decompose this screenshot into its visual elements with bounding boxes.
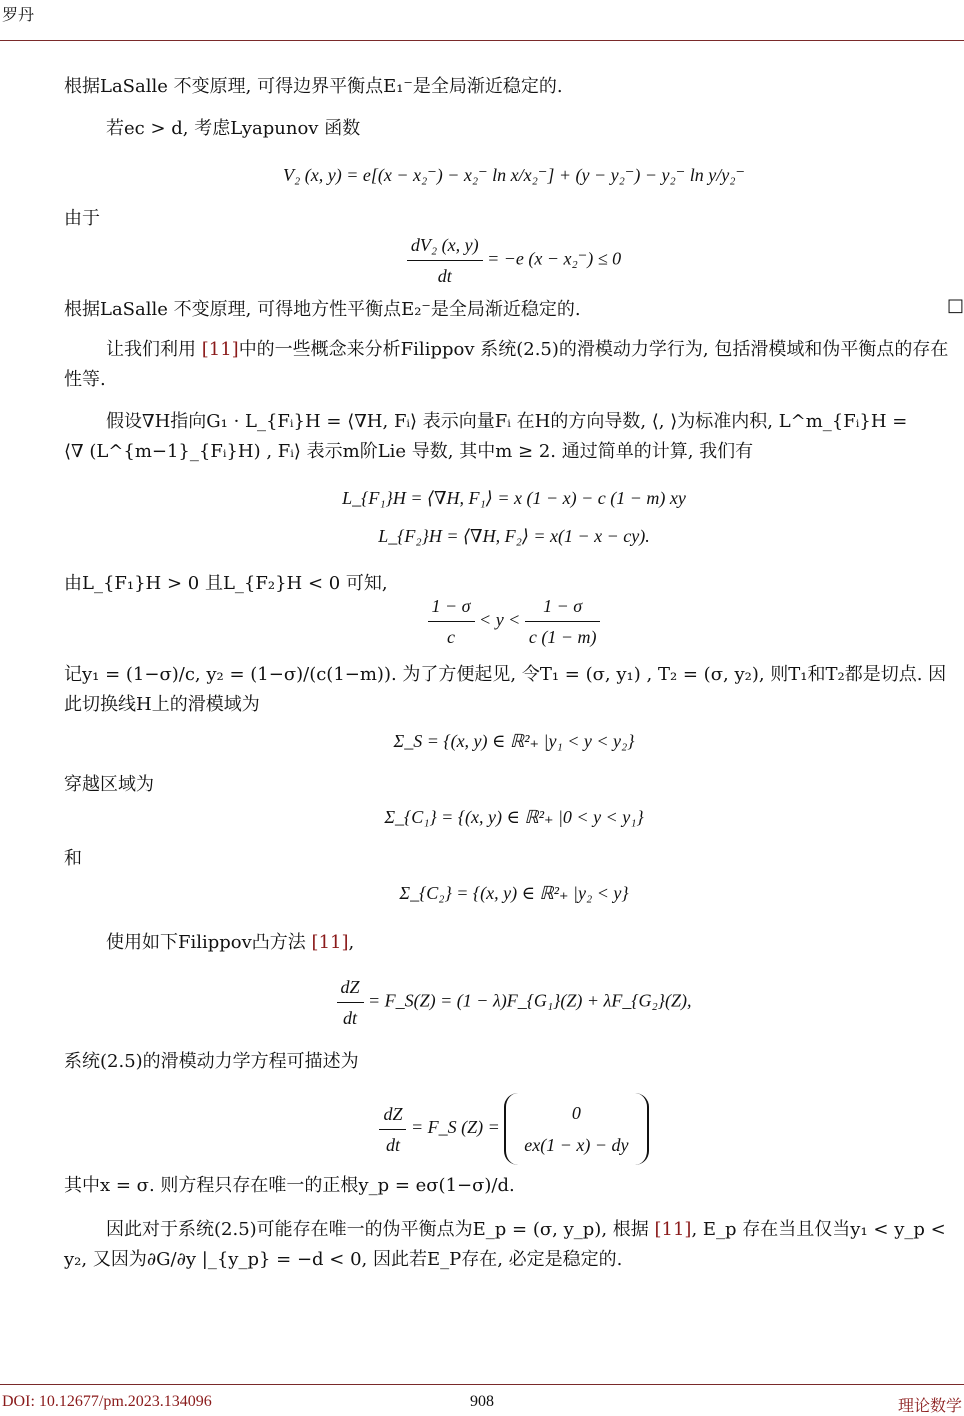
page-header — [0, 0, 964, 41]
equation-sliding-middle: = F_S (Z) = — [410, 1117, 500, 1138]
equation-filippov-numerator: dZ — [337, 972, 364, 1003]
equation-dv2-fraction — [407, 230, 483, 291]
equation-y-interval-right-fraction — [525, 591, 601, 652]
equation-v2: V₂ (x, y) = e[(x − x₂⁻) − x₂⁻ ln x/x₂⁻] + (y − y₂⁻) − y₂⁻ ln y/y₂⁻ — [282, 165, 746, 185]
paragraph-lie-derivative-line1: 假设∇H指向G₁ · L_{Fᵢ}H = ⟨∇H, Fᵢ⟩ 表示向量Fᵢ 在H的方向导数, ⟨, ⟩为标准内积, L^m_{Fᵢ}H = — [106, 411, 908, 432]
header-author: 罗丹 — [2, 5, 35, 24]
equation-sigma-c1: Σ_{C₁} = {(x, y) ∈ ℝ²₊ |0 < y < y₁} — [384, 807, 644, 827]
equation-dv2-rhs: = −e (x − x₂⁻) ≤ 0 — [487, 248, 622, 269]
footer-page-number: 908 — [470, 1393, 494, 1410]
vector-row-2: ex(1 − x) − dy — [524, 1135, 629, 1155]
paragraph-sliding-dynamics: 系统(2.5)的滑模动力学方程可描述为 — [64, 1051, 359, 1072]
equation-lf1h: L_{F₁}H = ⟨∇H, F₁⟩ = x (1 − x) − c (1 − m) xy — [342, 488, 686, 508]
page-body — [64, 60, 964, 1275]
equation-dv2 — [64, 230, 964, 291]
right-fraction-denominator: c (1 − m) — [528, 627, 597, 647]
equation-dv2-denominator: dt — [437, 266, 452, 286]
vector-row-1: 0 — [571, 1103, 581, 1123]
paragraph-pseudo-equilibrium — [64, 1215, 964, 1275]
paragraph-crossing-region: 穿越区域为 — [64, 774, 154, 795]
paragraph-tangent-points: 记y₁ = (1−σ)/c, y₂ = (1−σ)/(c(1−m)). 为了方便起见, 令T₁ = (σ, y₁) , T₂ = (σ, y₂), 则T₁和T₂都是切点. 因此切换线H上的滑模域为 — [64, 664, 947, 715]
equation-filippov-fraction — [337, 972, 364, 1033]
paragraph-lasalle-local: 根据LaSalle 不变原理, 可得地方性平衡点E₂⁻是全局渐近稳定的. — [64, 299, 581, 320]
footer-journal-name: 理论数学 — [897, 1396, 962, 1415]
equation-filippov-denominator: dt — [343, 1008, 358, 1028]
paragraph-sign-condition: 由L_{F₁}H > 0 且L_{F₂}H < 0 可知, — [64, 573, 388, 594]
citation-link[interactable]: [11] — [654, 1219, 692, 1240]
equation-sliding-fraction — [379, 1099, 406, 1160]
equation-sliding-numerator: dZ — [379, 1099, 406, 1130]
left-fraction-numerator: 1 − σ — [428, 591, 475, 622]
citation-link[interactable]: [11] — [201, 339, 239, 360]
filippov-intro-text-a: 让我们利用 — [106, 339, 202, 360]
equation-lf2h: L_{F₂}H = ⟨∇H, F₂⟩ = x(1 − x − cy). — [378, 526, 650, 546]
paragraph-lie-derivative-line2: ⟨∇ (L^{m−1}_{Fᵢ}H) , Fᵢ⟩ 表示m阶Lie 导数, 其中m ≥ 2. 通过简单的计算, 我们有 — [64, 441, 754, 462]
equation-y-interval-middle: < y < — [479, 609, 521, 630]
equation-y-interval-left-fraction — [428, 591, 475, 652]
equation-filippov — [64, 972, 964, 1033]
equation-sliding-denominator: dt — [385, 1134, 400, 1155]
pseudo-equilibrium-text-a: 因此对于系统(2.5)可能存在唯一的伪平衡点为E_p = (σ, y_p), 根据 — [106, 1219, 655, 1240]
qed-symbol: □ — [946, 295, 964, 316]
paragraph-lyapunov-intro: 若ec > d, 考虑Lyapunov 函数 — [106, 118, 361, 139]
equation-sliding-vector — [504, 1093, 648, 1165]
paragraph-since: 由于 — [64, 208, 100, 229]
paragraph-filippov-convex — [64, 928, 964, 958]
filippov-intro-text-b: 中的一些概念来分析Filippov 系统(2.5)的滑模动力学行为, 包括滑模域和伪平衡点的存在性等. — [64, 339, 949, 390]
left-fraction-denominator: c — [447, 627, 456, 647]
footer-doi-link[interactable]: DOI: 10.12677/pm.2023.134096 — [2, 1393, 212, 1410]
paragraph-filippov-intro — [64, 335, 964, 395]
equation-sigma-s: Σ_S = {(x, y) ∈ ℝ²₊ |y₁ < y < y₂} — [393, 731, 635, 751]
equation-filippov-rhs: = F_S(Z) = (1 − λ)F_{G₁}(Z) + λF_{G₂}(Z), — [368, 990, 692, 1011]
paragraph-lasalle-boundary: 根据LaSalle 不变原理, 可得边界平衡点E₁⁻是全局渐近稳定的. — [64, 76, 563, 97]
right-fraction-numerator: 1 − σ — [525, 591, 601, 622]
equation-y-interval — [64, 591, 964, 652]
pseudo-equilibrium-text-b: , E_p 存在当且仅当y₁ < y_p < y₂, 又因为∂G/∂y |_{y_p} = −d < 0, 因此若E_P存在, 必定是稳定的. — [64, 1219, 946, 1270]
equation-sigma-c2: Σ_{C₂} = {(x, y) ∈ ℝ²₊ |y₂ < y} — [399, 883, 629, 903]
lasalle-conclusion-row — [64, 295, 964, 325]
paragraph-positive-root: 其中x = σ. 则方程只存在唯一的正根y_p = eσ(1−σ)/d. — [64, 1175, 515, 1196]
filippov-convex-text-b: , — [348, 932, 355, 953]
citation-link[interactable]: [11] — [311, 932, 349, 953]
page-footer — [0, 1384, 964, 1415]
equation-dv2-numerator: dV₂ (x, y) — [407, 230, 483, 261]
equation-sliding-system — [64, 1093, 964, 1165]
paragraph-and: 和 — [64, 848, 82, 869]
filippov-convex-text-a: 使用如下Filippov凸方法 — [106, 932, 312, 953]
